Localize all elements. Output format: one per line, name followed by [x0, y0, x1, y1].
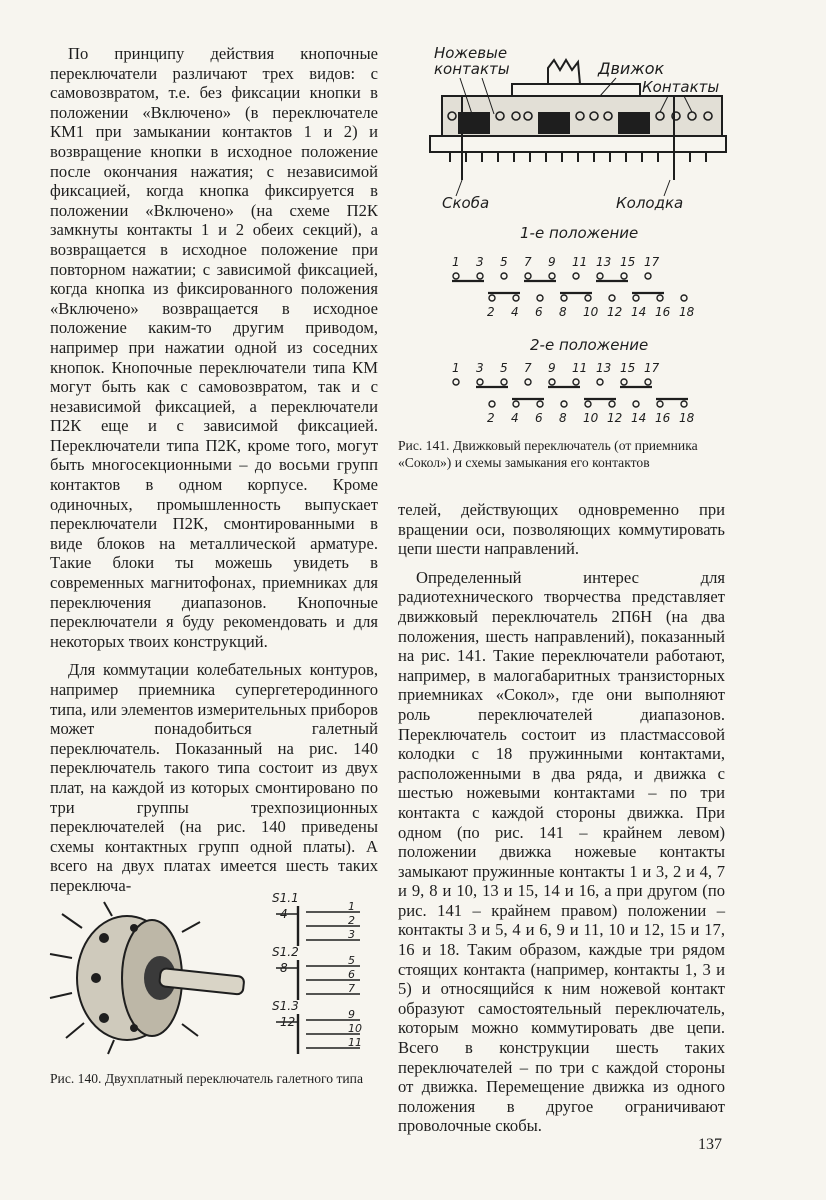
label-knife-contacts-2: контакты: [434, 60, 510, 78]
contact-number: 2: [487, 411, 495, 425]
contact-number: 10: [583, 411, 599, 425]
contact-number: 14: [631, 305, 647, 319]
contact-number: 9: [548, 255, 556, 269]
contact-circle: [513, 295, 519, 301]
contact-circle: [609, 295, 615, 301]
section-label: S1.2: [272, 945, 299, 959]
contact-circle: [453, 379, 459, 385]
contact-number: 5: [500, 255, 508, 269]
contact-circle: [597, 273, 603, 279]
output-terminal: 2: [348, 914, 355, 927]
contact-circle: [585, 295, 591, 301]
label-bracket: Скоба: [442, 194, 490, 212]
contact-number: 6: [535, 411, 543, 425]
contact-circle: [501, 379, 507, 385]
paragraph-rotary-switch: Для коммутации колебательных контуров, например приемника супергетеродинного типа, или элементов измерительных приборов может понадобиться галетный переключатель. Показанный на рис. 140 переключатель такого типа состоит из двух плат, на каждой из которых смонтировано по три группы трехпозиционных переключателей (на рис. 140 приведены схемы контактных групп одной платы). А всего на двух платах имеется шесть таких переключа-: [50, 660, 378, 895]
contact-number: 4: [511, 305, 519, 319]
label-contacts: Контакты: [642, 78, 720, 96]
contact-circle: [561, 295, 567, 301]
knife-contact: [538, 112, 570, 134]
figure-141: [420, 40, 730, 430]
slider-knob: [548, 60, 580, 84]
rotary-switch-photo: [42, 898, 252, 1058]
output-terminal: 6: [348, 968, 355, 981]
contact-number: 16: [655, 305, 671, 319]
contact-circle: [561, 401, 567, 407]
position-2-title: 2-е положение: [530, 336, 649, 354]
contact-number: 6: [535, 305, 543, 319]
contact-circle: [609, 401, 615, 407]
contact-circle: [585, 401, 591, 407]
contact-circle: [525, 273, 531, 279]
contact-number: 7: [524, 255, 532, 269]
contact-number: 13: [596, 255, 612, 269]
contact-number: 14: [631, 411, 647, 425]
contact-number: 1: [452, 255, 460, 269]
contact-circle: [621, 273, 627, 279]
base-pins: [450, 152, 706, 162]
label-slider: Движок: [598, 59, 665, 78]
contact-circle: [633, 295, 639, 301]
contact-number: 17: [644, 361, 660, 375]
common-terminal: 4: [280, 907, 288, 921]
paragraph-push-switches: По принципу действия кнопочные переключатели различают трех видов: с самовозвратом, т.е. без фиксации кнопки в положении «Включено» (в переключателе КМ1 при замыкании контактов 1 и 2) и возвращение кнопки в исходное положение после окончания нажатия; с независимой фиксацией, когда кнопка фиксируется в положении «Включено» (на схеме П2К замкнуты контакты 1 и 2 обеих секций), а возвращается в исходное положение при повторном нажатии; с зависимой фиксацией, когда кнопка из фиксированного положения «Включено» возвращается в исходное положение каким-то другим приводом, например при нажатии одной из соседних кнопок. Кнопочные переключатели типа КМ могут быть как с самовозвратом, так и с независимой фиксацией, а переключатели П2К еще и с зависимой фиксацией. Переключатели типа П2К, кроме того, могут быть многосекционными – до восьми групп контактов в одном корпусе. Кроме одиночных, промышленность выпускает переключатели П2К, смонтированными в виде блоков на металлической арматуре. Такие блоки ты можешь увидеть в современных магнитофонах, приемниках для переключения диапазонов. Кнопочные переключатели я буду рекомендовать и для некоторых твоих конструкций.: [50, 44, 378, 651]
contact-circle: [645, 379, 651, 385]
contact-circle: [573, 273, 579, 279]
right-column: [398, 500, 725, 1136]
paragraph-continuation: телей, действующих одновременно при вращении оси, позволяющих коммутировать цепи шести направлений.: [398, 500, 725, 559]
contact-circle: [681, 401, 687, 407]
output-terminal: 1: [348, 900, 355, 913]
output-terminal: 11: [348, 1036, 362, 1049]
contact-circle: [681, 295, 687, 301]
slider-plate: [512, 84, 640, 96]
contact-number: 7: [524, 361, 532, 375]
contact-number: 2: [487, 305, 495, 319]
figure-140-scheme: [256, 888, 376, 1058]
left-column: [50, 44, 378, 896]
contact-circle: [537, 295, 543, 301]
base-block: [430, 136, 726, 152]
contact-circle: [657, 295, 663, 301]
contact-number: 10: [583, 305, 599, 319]
output-terminal: 3: [348, 928, 355, 941]
contact-circle: [549, 379, 555, 385]
contact-circle: [477, 273, 483, 279]
contact-number: 17: [644, 255, 660, 269]
contact-number: 3: [476, 361, 484, 375]
contact-circle: [621, 379, 627, 385]
contact-number: 12: [607, 305, 623, 319]
slide-switch-drawing: [420, 40, 730, 430]
section-label: S1.3: [272, 999, 299, 1013]
contact-circle: [489, 295, 495, 301]
contact-circle: [489, 401, 495, 407]
contact-number: 12: [607, 411, 623, 425]
position-1-diagram: [452, 255, 695, 319]
contact-circle: [597, 379, 603, 385]
contact-number: 18: [679, 411, 695, 425]
contact-circle: [537, 401, 543, 407]
contact-number: 18: [679, 305, 695, 319]
paragraph-slide-switch: Определенный интерес для радиотехнического творчества представляет движковый переключатель 2П6Н (на два положения, шесть направлений), показанный на рис. 141. Такие переключатели работают, например, в малогабаритных транзисторных приемниках «Сокол», где они выполняют роль переключателей диапазонов. Переключатель состоит из пластмассовой колодки с 18 пружинными контактами, расположенными в два ряда, и движка с шестью ножевыми контактами – по три контакта с каждой стороны движка. При одном (по рис. 141 – крайнем левом) положении движка ножевые контакты замыкают пружинные контакты 1 и 3, 2 и 4, 7 и 9, 8 и 10, 13 и 15, 14 и 16, а при другом (по рис. 141 – крайнем правом) положении – контакты 3 и 5, 4 и 6, 9 и 11, 10 и 12, 15 и 17, 16 и 18. Таким образом, каждые три рядом стоящих контакта (например, контакты 1, 3 и 5) и относящийся к ним ножевой контакт образуют самостоятельный переключатель, которым можно коммутировать две цепи. Всего в конструкции шесть таких переключателей – по три с каждой стороны от движка. Перемещение движка из одного положения в другое ограничивают проволочные скобы.: [398, 567, 725, 1136]
contact-number: 11: [572, 255, 588, 269]
page-number: 137: [698, 1136, 722, 1153]
contact-circle: [657, 401, 663, 407]
contact-circle: [501, 273, 507, 279]
knife-contact: [618, 112, 650, 134]
contact-circle: [645, 273, 651, 279]
contact-number: 8: [559, 305, 567, 319]
output-terminal: 10: [348, 1022, 362, 1035]
rotary-switch-scheme: [256, 888, 376, 1058]
contact-circle: [549, 273, 555, 279]
contact-number: 15: [620, 255, 636, 269]
contact-number: 16: [655, 411, 671, 425]
contact-circle: [525, 379, 531, 385]
contact-circle: [573, 379, 579, 385]
contact-number: 3: [476, 255, 484, 269]
position-2-diagram: [452, 361, 695, 425]
contact-number: 8: [559, 411, 567, 425]
contact-number: 9: [548, 361, 556, 375]
common-terminal: 12: [280, 1015, 296, 1029]
caption-figure-141: Рис. 141. Движковый переключатель (от приемника «Сокол») и схемы замыкания его контактов: [398, 438, 698, 470]
contact-number: 11: [572, 361, 588, 375]
position-1-title: 1-е положение: [520, 224, 639, 242]
contact-number: 15: [620, 361, 636, 375]
common-terminal: 8: [280, 961, 288, 975]
label-knife-contacts: Ножевые: [434, 44, 508, 62]
label-block: Колодка: [616, 194, 684, 212]
contact-number: 4: [511, 411, 519, 425]
output-terminal: 7: [348, 982, 355, 995]
contact-circle: [453, 273, 459, 279]
output-terminal: 5: [348, 954, 355, 967]
contact-number: 13: [596, 361, 612, 375]
contact-circle: [513, 401, 519, 407]
contact-circle: [477, 379, 483, 385]
section-label: S1.1: [272, 891, 299, 905]
output-terminal: 9: [348, 1008, 355, 1021]
figure-140-photo: [42, 898, 252, 1058]
contact-number: 5: [500, 361, 508, 375]
caption-figure-140: Рис. 140. Двухплатный переключатель галетного типа: [50, 1071, 363, 1086]
contact-number: 1: [452, 361, 460, 375]
contact-circle: [633, 401, 639, 407]
